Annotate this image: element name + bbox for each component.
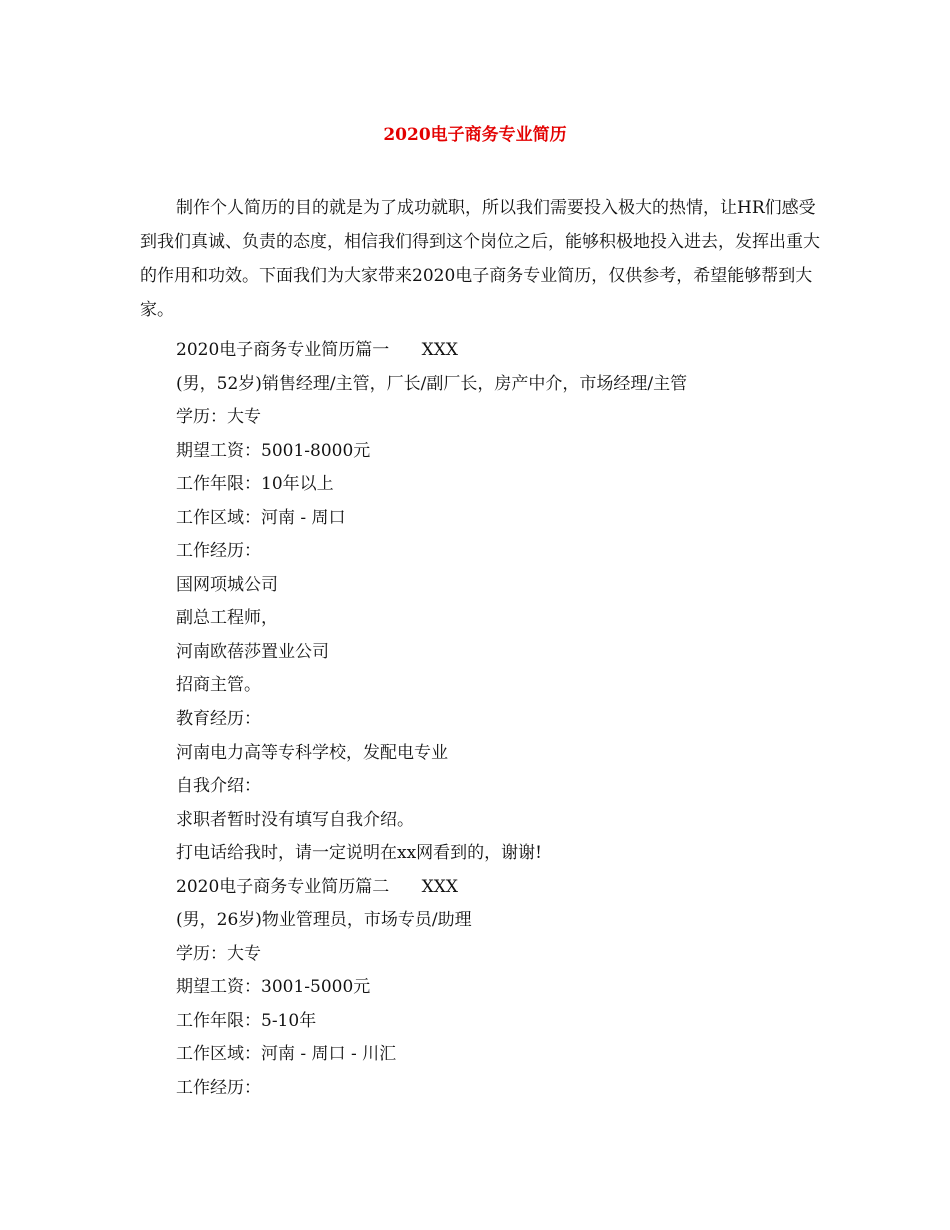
resume-2-profile: (男，26岁)物业管理员，市场专员/助理	[176, 910, 472, 931]
resume-1-position-1: 副总工程师，	[176, 608, 278, 629]
resume-1-position-2: 招商主管。	[176, 675, 261, 696]
resume-1-company-1: 国网项城公司	[176, 574, 278, 595]
resume-1-profile: (男，52岁)销售经理/主管，厂长/副厂长，房产中介，市场经理/主管	[176, 373, 688, 394]
resume-1-salary: 期望工资：5001-8000元	[176, 440, 371, 461]
resume-1-intro-text: 求职者暂时没有填写自我介绍。	[176, 809, 414, 830]
resume-1-intro-label: 自我介绍：	[176, 776, 261, 797]
resume-lines	[176, 334, 816, 1106]
resume-1-education: 学历：大专	[176, 407, 261, 428]
resume-2-work-label: 工作经历：	[176, 1078, 261, 1099]
resume-1-work-label: 工作经历：	[176, 541, 261, 562]
resume-1-contact-note: 打电话给我时，请一定说明在xx网看到的，谢谢!	[176, 843, 543, 864]
resume-2-education: 学历：大专	[176, 943, 261, 964]
resume-2-region: 工作区域：河南 - 周口 - 川汇	[176, 1044, 397, 1065]
heading-resume-2: 2020电子商务专业简历篇二 XXX	[176, 876, 458, 897]
resume-2-salary: 期望工资：3001-5000元	[176, 977, 371, 998]
resume-1-years: 工作年限：10年以上	[176, 474, 334, 495]
resume-2-years: 工作年限：5-10年	[176, 1010, 317, 1031]
document-title: 2020电子商务专业简历	[383, 125, 567, 145]
resume-1-region: 工作区域：河南 - 周口	[176, 507, 346, 528]
intro-paragraph: 制作个人简历的目的就是为了成功就职，所以我们需要投入极大的热情，让HR们感受到我们真诚、负责的态度，相信我们得到这个岗位之后，能够积极地投入进去，发挥出重大的作用和功效。下面我们为大家带来2020电子商务专业简历，仅供参考，希望能够帮到大家。	[140, 198, 820, 320]
heading-resume-1: 2020电子商务专业简历篇一 XXX	[176, 340, 458, 360]
resume-1-edu-label: 教育经历：	[176, 709, 261, 730]
resume-1-company-2: 河南欧蓓莎置业公司	[176, 641, 329, 662]
resume-1-school: 河南电力高等专科学校，发配电专业	[176, 742, 448, 763]
